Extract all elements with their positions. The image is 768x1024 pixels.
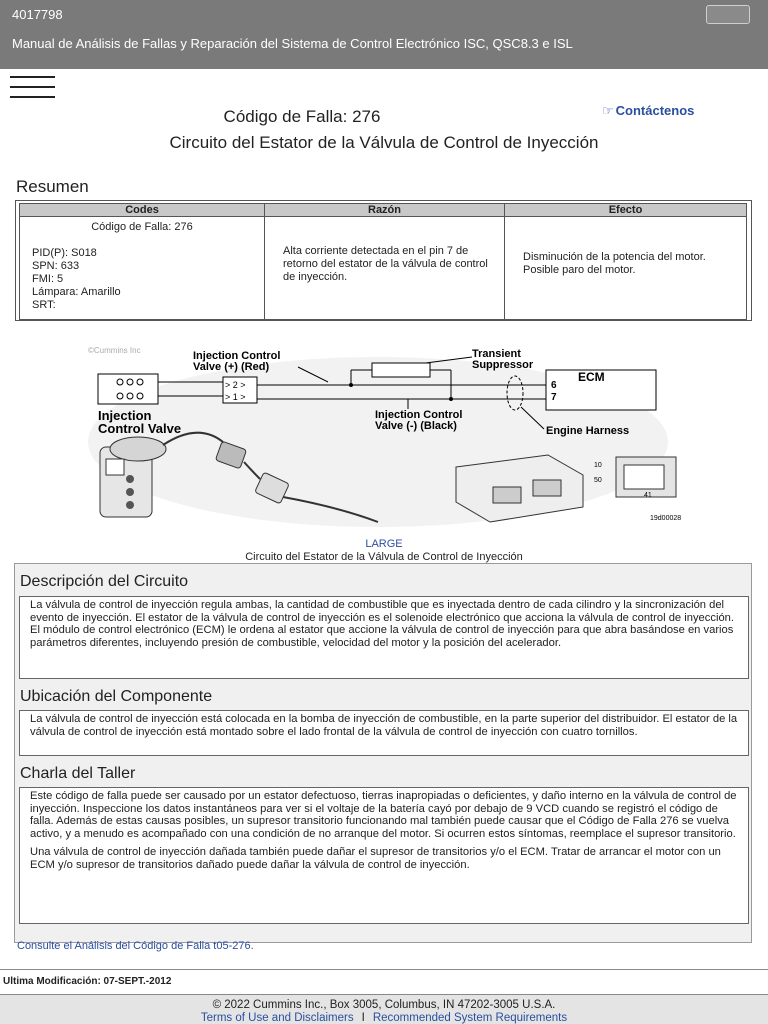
ecm-pin-6: 6	[551, 380, 557, 391]
valve-positive-label-1: Injection Control	[193, 350, 281, 362]
fault-code-title: Código de Falla: 276	[223, 107, 381, 126]
manual-title: Manual de Análisis de Fallas y Reparación del Sistema de Control Electrónico ISC, QSC8.3 e ISL	[12, 36, 573, 51]
valve-label-2: Control Valve	[98, 421, 182, 436]
column-header-effect: Efecto	[505, 204, 747, 217]
large-image-link[interactable]: LARGE	[365, 538, 403, 550]
spn-value: SPN: 633	[32, 260, 80, 272]
pid-value: PID(P): S018	[32, 247, 97, 259]
circuit-title: Circuito del Estator de la Válvula de Control de Inyección	[169, 133, 599, 152]
column-header-reason: Razón	[265, 204, 505, 217]
ecm-pin-41: 41	[644, 492, 652, 499]
summary-heading: Resumen	[16, 177, 89, 196]
codes-cell	[20, 217, 265, 320]
effect-cell: Disminución de la potencia del motor. Posible paro del motor.	[505, 217, 747, 320]
contact-link[interactable]	[602, 103, 694, 119]
terms-link[interactable]: Terms of Use and Disclaimers	[200, 1012, 354, 1024]
consult-fault-code-link[interactable]: Consulte el Análisis del Código de Falla t05-276.	[17, 940, 254, 952]
divider	[0, 969, 768, 970]
lamp-value: Lámpara: Amarillo	[32, 286, 121, 298]
ecm-pin-10: 10	[594, 462, 602, 469]
figure-caption: Circuito del Estator de la Válvula de Control de Inyección	[245, 551, 523, 563]
footer-links	[0, 1012, 768, 1024]
last-modified: Ultima Modificación: 07-SEPT.-2012	[3, 976, 172, 987]
valve-negative-label-2: Valve (-) (Black)	[375, 420, 457, 432]
column-header-codes: Codes	[20, 204, 265, 217]
valve-positive-label-2: Valve (+) (Red)	[193, 361, 270, 373]
circuit-diagram[interactable]	[78, 337, 695, 533]
valve-negative-label-1: Injection Control	[375, 409, 463, 421]
description-box	[19, 596, 749, 679]
top-bar	[0, 0, 768, 69]
suppressor-label-2: Suppressor	[472, 359, 534, 371]
ecm-pin-7: 7	[551, 392, 557, 403]
top-bar-button[interactable]	[706, 5, 750, 24]
valve-connector-box	[98, 374, 158, 404]
ecm-pin-50: 50	[594, 477, 602, 484]
footer-separator: I	[361, 1012, 365, 1024]
fmi-value: FMI: 5	[32, 273, 64, 285]
description-heading: Descripción del Circuito	[20, 573, 189, 590]
table-row	[20, 217, 747, 320]
fault-code-value: Código de Falla: 276	[91, 221, 193, 233]
connector-pin-1: > 1 >	[225, 392, 246, 402]
ecm-label: ECM	[578, 370, 605, 384]
engine-harness-label: Engine Harness	[546, 425, 630, 437]
figure-id: 19d00028	[650, 515, 682, 522]
reason-cell: Alta corriente detectada en el pin 7 de retorno del estator de la válvula de control de inyección.	[265, 217, 505, 320]
footer	[0, 994, 768, 1024]
connector-pin-2: > 2 >	[225, 380, 246, 390]
menu-icon[interactable]	[10, 76, 55, 98]
watermark-text: ©Cummins Inc	[88, 346, 141, 355]
valve-label-1: Injection	[98, 408, 152, 423]
description-text: La válvula de control de inyección regula ambas, la cantidad de combustible que es inyectada dentro de cada cilindro y la sincronización del evento de inyección. El estator de la válvula de control de inyección es el solenoide electrónico que acciona la válvula de control de inyección. El módulo de control electrónico (ECM) le ordena al estator que accione la válvula de control de inyección para que abra basándose en varios parámetros diferentes, incluyendo presión de combustible, velocidad del motor y la posición del acelerador.	[30, 599, 734, 649]
ecm-module-illustration	[456, 455, 676, 522]
location-box	[19, 710, 749, 756]
document-id: 4017798	[12, 7, 63, 22]
suppressor-label-1: Transient	[472, 348, 521, 360]
shop-talk-paragraph-1: Este código de falla puede ser causado por un estator defectuoso, tierras inapropiadas o deficientes, y daño interno en la válvula de control de inyección. Inspeccione los datos instantáneos para ver si el voltaje de la batería cayó por debajo de 9 VCD cuando se registró el código de falla. Además de estas causas posibles, un supresor transitorio funcionando mal también puede causar que el Código de Falla 276 se vuelva activo, y a menudo es acompañado con una condición de no arranque del motor. Si ocurren estos síntomas, reemplace el supresor transitorio.	[30, 790, 737, 840]
requirements-link[interactable]: Recommended System Requirements	[372, 1012, 568, 1024]
location-heading: Ubicación del Componente	[20, 688, 213, 705]
srt-value: SRT:	[32, 299, 56, 311]
shop-talk-box	[19, 787, 749, 924]
contact-icon: ☞	[602, 103, 614, 118]
copyright-text: © 2022 Cummins Inc., Box 3005, Columbus, IN 47202-3005 U.S.A.	[212, 999, 556, 1011]
transient-suppressor	[372, 363, 430, 377]
location-text: La válvula de control de inyección está colocada en la bomba de inyección de combustible, en la parte superior del distribuidor. El estator de la válvula de control de inyección está montado sobre el lado frontal de la válvula de control de inyección con cuatro tornillos.	[30, 713, 738, 738]
shop-talk-heading: Charla del Taller	[20, 765, 136, 782]
shop-talk-paragraph-2: Una válvula de control de inyección dañada también puede dañar el supresor de transitorios y/o el ECM. Tratar de arrancar el motor con un ECM y/o supresor de transitorios dañado puede dañar la válvula de control de inyección.	[30, 846, 721, 871]
summary-table	[19, 203, 747, 320]
contact-label: Contáctenos	[615, 103, 695, 118]
